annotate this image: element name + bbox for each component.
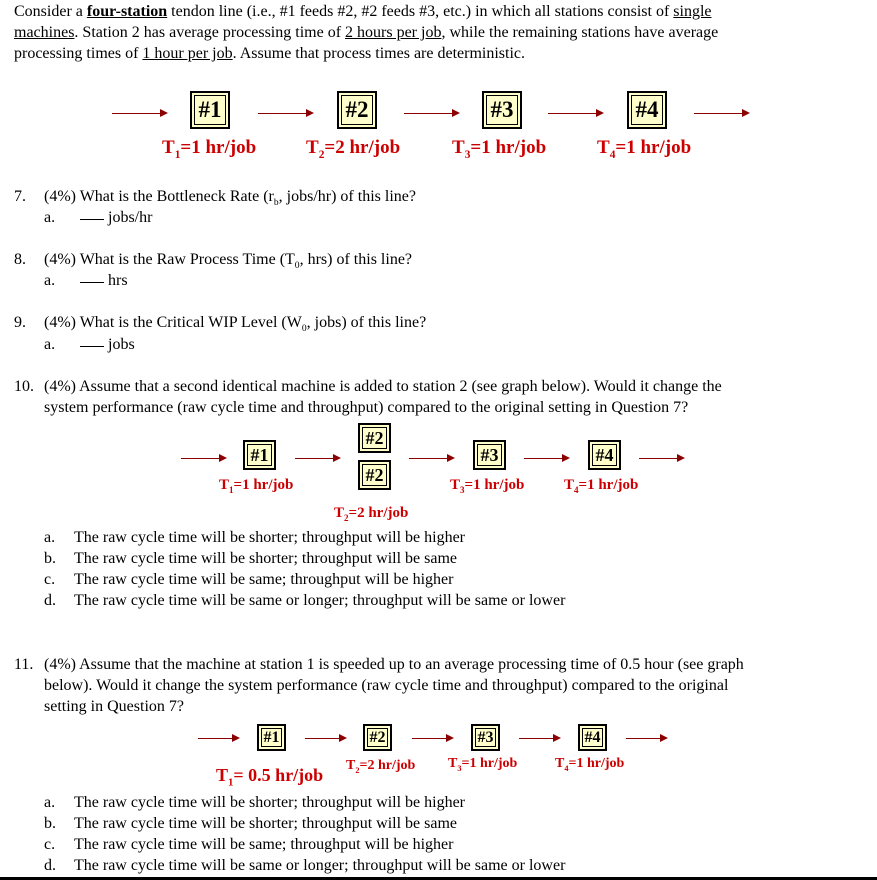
intro-emphasis: four-station: [86, 3, 168, 20]
answer-blank[interactable]: hrs: [80, 271, 128, 291]
question-text: (4%) What is the Raw Process Time ($T_0$, hrs) of this line?: [44, 251, 413, 272]
question-text: (4%) What is the Bottleneck Rate ($r_b$, jobs/hr) of this line?: [44, 188, 416, 209]
option-letter: a.: [44, 209, 56, 226]
time-label: $T_1=1$ hr/job: [219, 477, 294, 495]
option-letter: b.: [44, 550, 56, 567]
time-label: $T_3=1$ hr/job: [450, 477, 525, 495]
option-letter: d.: [44, 857, 56, 874]
time-label: $T_4=1$ hr/job: [564, 477, 639, 495]
flow-arrow: [181, 458, 225, 459]
flow-arrow: [198, 738, 238, 739]
station-box: #3: [482, 91, 522, 129]
flow-arrow: [112, 113, 166, 114]
option-letter: b.: [44, 815, 56, 832]
station-box: #2: [337, 91, 377, 129]
flow-arrow: [258, 113, 312, 114]
flow-arrow: [305, 738, 345, 739]
station-box: #4: [588, 440, 621, 470]
intro-text: tendon line (i.e., #1 feeds #2, #2 feeds #3, etc.) in which all stations consist of: [167, 3, 674, 20]
answer-option[interactable]: The raw cycle time will be shorter; throughput will be same: [74, 550, 457, 567]
option-letter: a.: [44, 529, 56, 546]
intro-text: Consider a: [14, 3, 87, 20]
flow-arrow: [626, 738, 666, 739]
answer-option[interactable]: The raw cycle time will be same or longer; throughput will be same or lower: [74, 592, 566, 609]
intro-line-3: [14, 44, 525, 64]
flow-arrow: [694, 113, 748, 114]
answer-blank[interactable]: jobs/hr: [80, 208, 152, 228]
answer-option[interactable]: The raw cycle time will be same; throughput will be higher: [74, 836, 454, 853]
intro-text: , while the remaining stations have average: [441, 24, 719, 41]
intro-line-1: [14, 2, 712, 22]
station-box: #1: [257, 724, 286, 751]
time-label: $T_3=1$ hr/job: [452, 137, 547, 161]
flow-arrow: [639, 458, 683, 459]
flow-arrow: [409, 458, 453, 459]
answer-option[interactable]: The raw cycle time will be same or longer; throughput will be same or lower: [74, 857, 566, 874]
question-number: 7.: [14, 188, 26, 205]
time-label: $T_2=2$ hr/job: [306, 137, 401, 161]
answer-option[interactable]: The raw cycle time will be same; throughput will be higher: [74, 571, 454, 588]
intro-text: processing times of: [14, 45, 143, 62]
station-box: #2: [358, 423, 391, 453]
option-letter: a.: [44, 336, 56, 353]
intro-text: . Assume that process times are deterministic.: [232, 45, 525, 62]
station-box: #1: [190, 91, 230, 129]
intro-text: . Station 2 has average processing time of: [74, 24, 346, 41]
intro-underline: 1 hour per job: [142, 45, 233, 62]
option-letter: a.: [44, 272, 56, 289]
time-label: $T_1= 0.5$ hr/job: [216, 765, 324, 789]
station-box: #3: [471, 724, 500, 751]
flow-arrow: [295, 458, 339, 459]
answer-blank[interactable]: jobs: [80, 335, 135, 355]
intro-line-2: [14, 23, 718, 43]
answer-option[interactable]: The raw cycle time will be shorter; throughput will be higher: [74, 794, 465, 811]
option-letter: d.: [44, 592, 56, 609]
station-box: #4: [627, 91, 667, 129]
intro-underline: single: [673, 3, 712, 20]
question-text: (4%) Assume that the machine at station 1 is speeded up to an average processing time of 0.5 hour (see graph: [44, 656, 744, 673]
intro-underline: machines: [14, 24, 75, 41]
question-text: setting in Question 7?: [44, 698, 184, 715]
time-label: $T_4=1$ hr/job: [555, 756, 625, 773]
answer-option[interactable]: The raw cycle time will be shorter; throughput will be higher: [74, 529, 465, 546]
station-box: #3: [473, 440, 506, 470]
flow-arrow: [404, 113, 458, 114]
option-letter: c.: [44, 571, 56, 588]
time-label: $T_2=2$ hr/job: [334, 505, 409, 523]
option-letter: c.: [44, 836, 56, 853]
time-label: $T_1=1$ hr/job: [162, 137, 257, 161]
station-box: #2: [358, 460, 391, 490]
station-box: #2: [363, 724, 392, 751]
question-text: below). Would it change the system performance (raw cycle time and throughput) compared to the original: [44, 677, 729, 694]
station-box: #4: [578, 724, 607, 751]
option-letter: a.: [44, 794, 56, 811]
question-number: 10.: [14, 378, 34, 395]
flow-arrow: [524, 458, 568, 459]
station-box: #1: [243, 440, 276, 470]
question-number: 11.: [14, 656, 34, 673]
intro-underline: 2 hours per job: [345, 24, 442, 41]
time-label: $T_4=1$ hr/job: [597, 137, 692, 161]
question-number: 8.: [14, 251, 26, 268]
time-label: $T_3=1$ hr/job: [448, 756, 518, 773]
question-text: system performance (raw cycle time and throughput) compared to the original setting in Question 7?: [44, 399, 689, 416]
flow-arrow: [412, 738, 452, 739]
question-text: (4%) Assume that a second identical machine is added to station 2 (see graph below). Would it change the: [44, 378, 722, 395]
question-text: (4%) What is the Critical WIP Level ($W_0$, jobs) of this line?: [44, 314, 427, 335]
time-label: $T_2=2$ hr/job: [346, 758, 416, 775]
flow-arrow: [548, 113, 602, 114]
question-number: 9.: [14, 314, 26, 331]
flow-arrow: [519, 738, 559, 739]
answer-option[interactable]: The raw cycle time will be shorter; throughput will be same: [74, 815, 457, 832]
